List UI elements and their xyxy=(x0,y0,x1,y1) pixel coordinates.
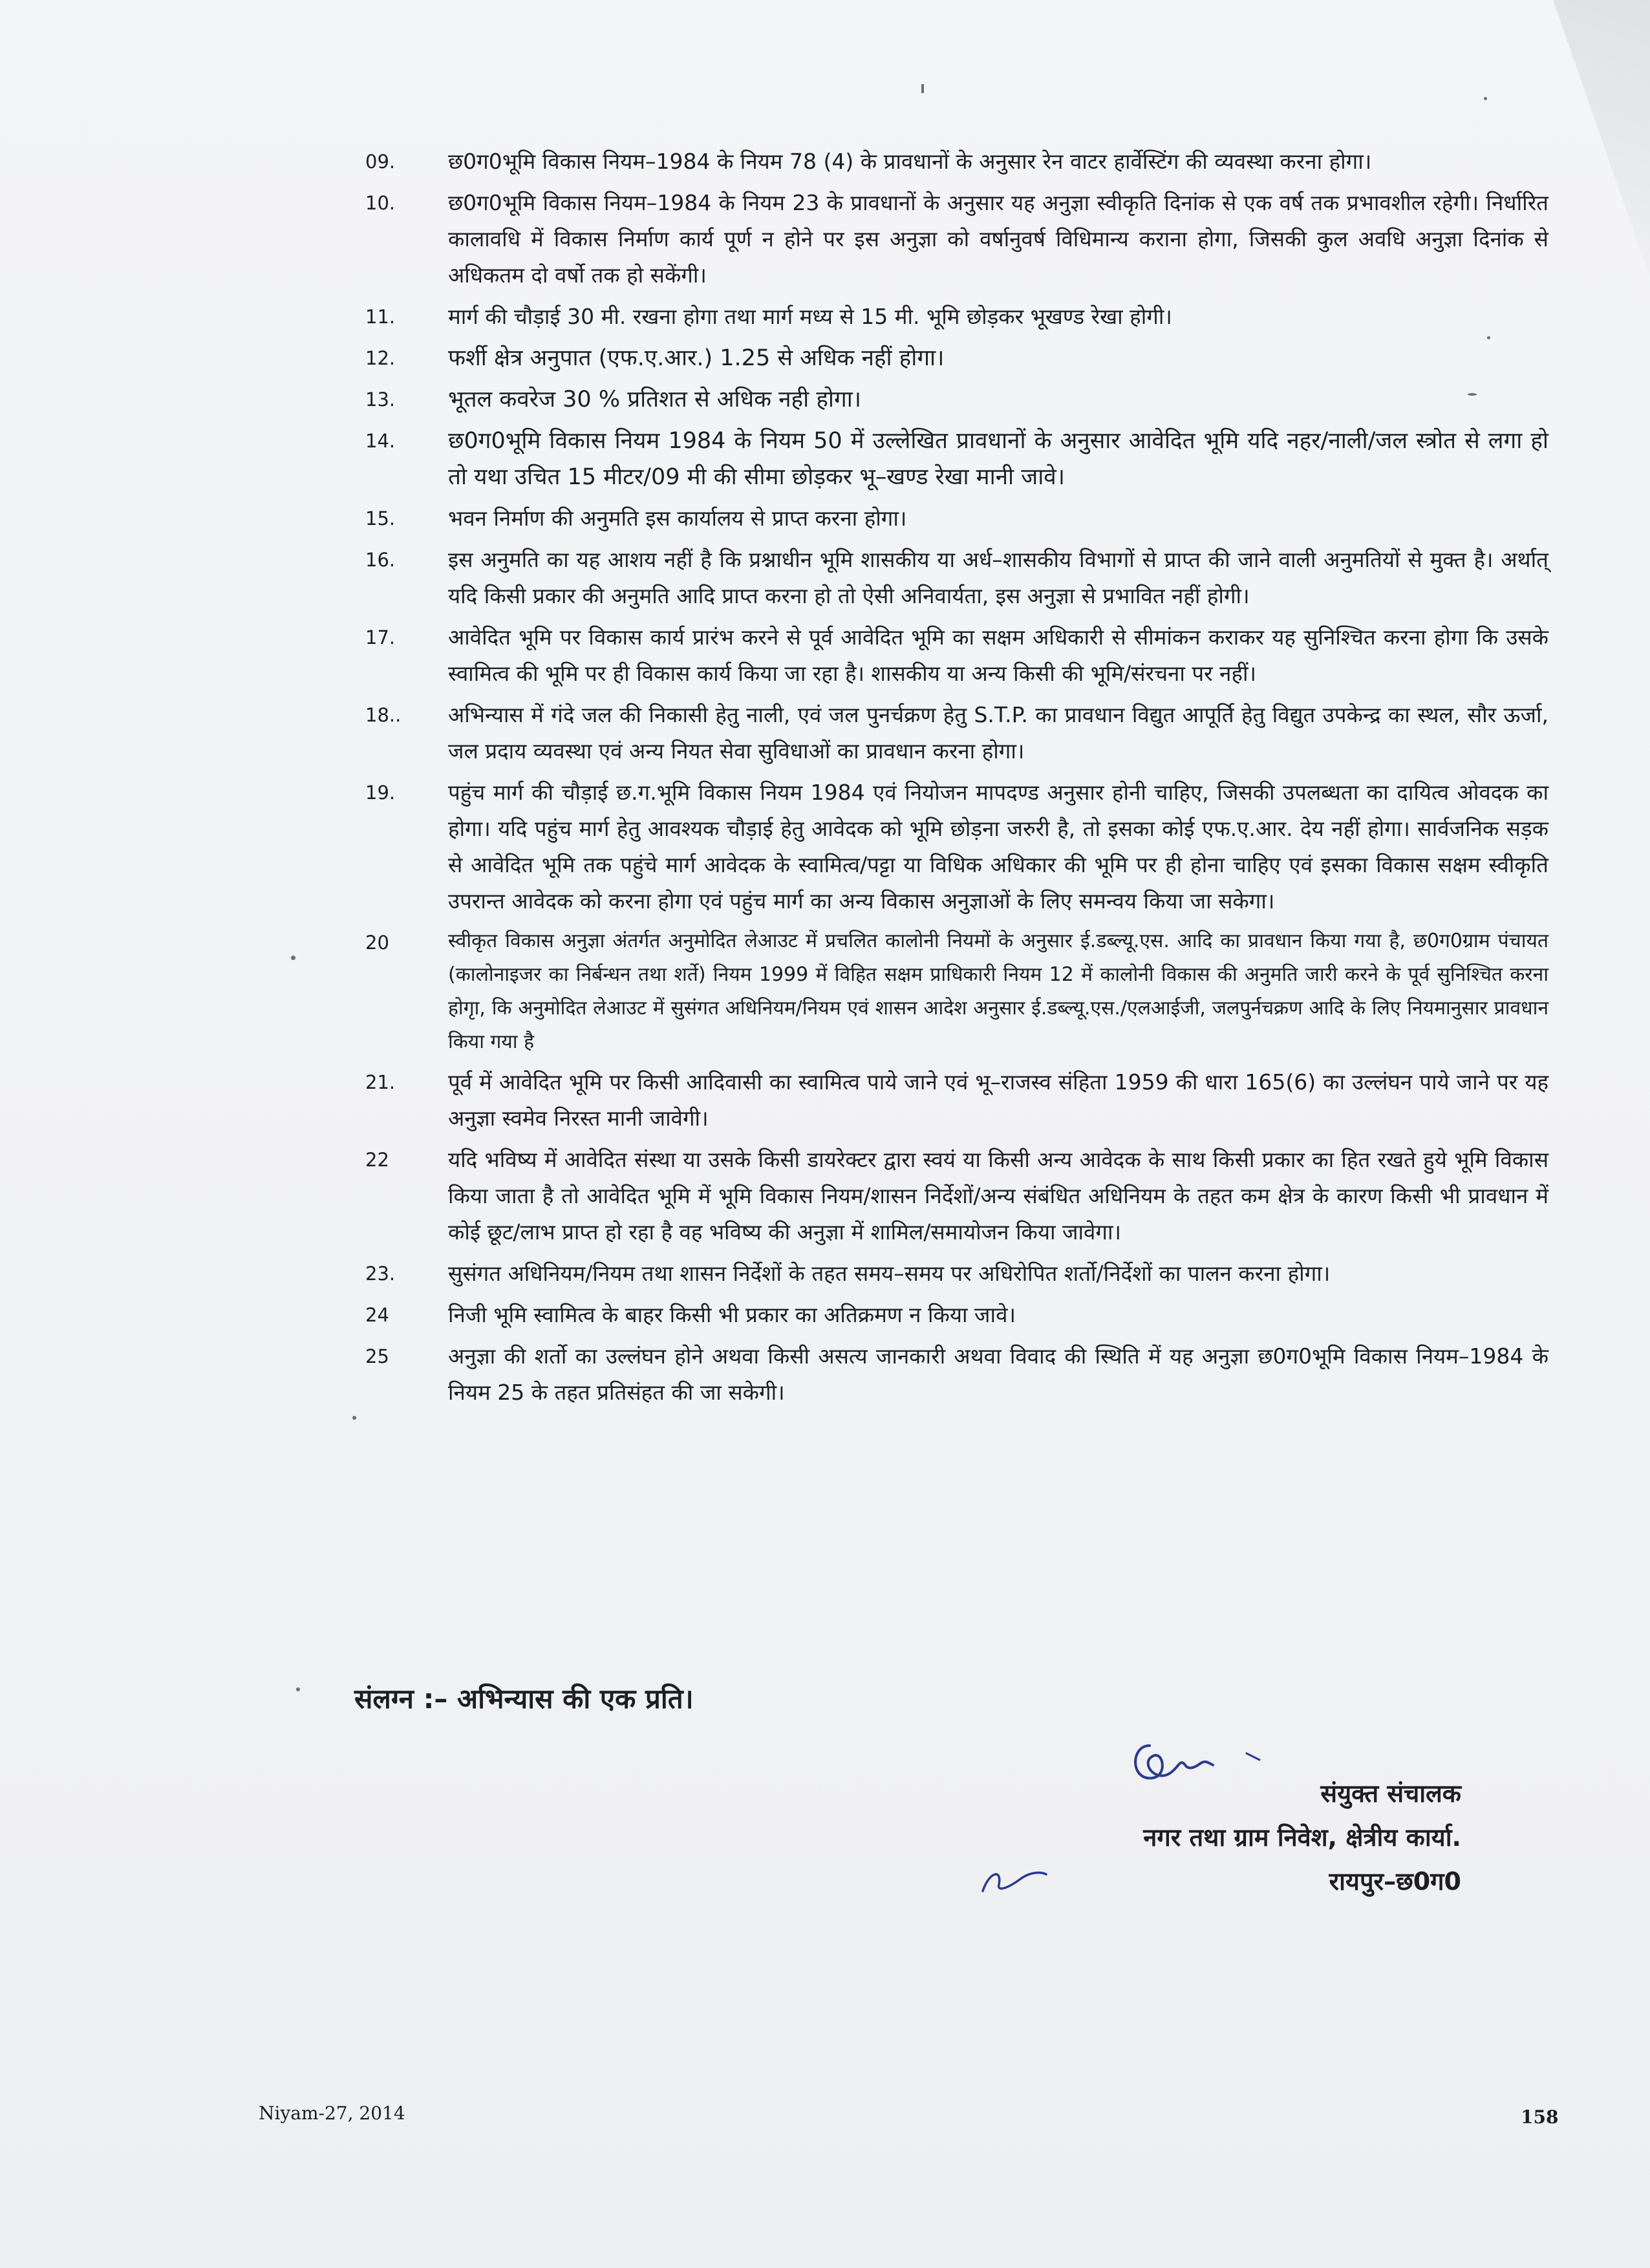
condition-number: 23. xyxy=(365,1263,396,1285)
condition-item xyxy=(365,542,1548,614)
condition-text: स्वीकृत विकास अनुज्ञा अंतर्गत अनुमोदित लेआउट में प्रचलित कालोनी नियमों के अनुसार ई.डब्ल्यू.एस. आदि का प्रावधान किया गया है, छ0ग0ग्राम पंचायत (कालोनाइजर का निर्बन्धन तथा शर्ते) नियम 1999 में विहित सक्षम प्राधिकारी नियम 12 में कालोनी विकास की अनुमति जारी करने के पूर्व सुनिश्चित करना होगृा, कि अनुमोदित लेआउट में सुसंगत अधिनियम/नियम एवं शासन आदेश अनुसार ई.डब्ल्यू.एस./एलआईजी, जलपुर्नचक्रण आदि के लिए नियमानुसार प्रावधान किया गया है xyxy=(448,930,1548,1053)
condition-text: अनुज्ञा की शर्तो का उल्लंघन होने अथवा किसी असत्य जानकारी अथवा विवाद की स्थिति में यह अनुज्ञा छ0ग0भूमि विकास नियम–1984 के नियम 25 के तहत प्रतिसंहत की जा सकेगी। xyxy=(448,1343,1548,1405)
condition-text: अभिन्यास में गंदे जल की निकासी हेतु नाली, एवं जल पुनर्चक्रण हेतु S.T.P. का प्रावधान विद्युत आपूर्ति हेतु विद्युत उपकेन्द्र का स्थल, सौर ऊर्जा, जल प्रदाय व्यवस्था एवं अन्य नियत सेवा सुविधाओं का प्रावधान करना होगा। xyxy=(448,702,1548,764)
scan-speck xyxy=(291,956,295,960)
condition-number: 12. xyxy=(365,347,396,369)
condition-item xyxy=(365,1297,1548,1333)
condition-number: 22 xyxy=(365,1149,389,1171)
scan-speck xyxy=(1484,97,1487,100)
condition-number: 17. xyxy=(365,626,396,648)
condition-number: 20 xyxy=(365,932,389,954)
condition-item xyxy=(365,775,1548,919)
condition-text: निजी भूमि स्वामित्व के बाहर किसी भी प्रकार का अतिक्रमण न किया जावे। xyxy=(448,1302,1016,1327)
condition-number: 15. xyxy=(365,508,396,530)
condition-number: 19. xyxy=(365,782,396,804)
condition-text: छ0ग0भूमि विकास नियम–1984 के नियम 78 (4) के प्रावधानों के अनुसार रेन वाटर हार्वेस्टिंग की व्यवस्था करना होगा। xyxy=(448,149,1372,174)
signatory-designation: संयुक्त संचालक xyxy=(1320,1779,1461,1808)
conditions-list xyxy=(365,144,1548,1416)
condition-text: इस अनुमति का यह आशय नहीं है कि प्रश्नाधीन भूमि शासकीय या अर्ध–शासकीय विभागों से प्राप्त की जाने वाली अनुमतियों से मुक्त है। अर्थात् यदि किसी प्रकार की अनुमति आदि प्राप्त करना हो तो ऐसी अनिवार्यता, इस अनुज्ञा से प्रभावित नहीं होगी। xyxy=(448,547,1548,608)
scan-speck xyxy=(921,84,924,93)
condition-item xyxy=(365,1338,1548,1411)
signatory-office: नगर तथा ग्राम निवेश, क्षेत्रीय कार्या. xyxy=(1143,1823,1461,1852)
condition-item xyxy=(365,423,1548,495)
enclosure-note: संलग्न :– अभिन्यास की एक प्रति। xyxy=(354,1683,694,1715)
condition-number: 21. xyxy=(365,1071,396,1093)
condition-item xyxy=(365,299,1548,335)
condition-item xyxy=(365,185,1548,294)
condition-number: 18.. xyxy=(365,704,402,726)
page-number: 158 xyxy=(1521,2106,1559,2128)
condition-text: छ0ग0भूमि विकास नियम 1984 के नियम 50 में उल्लेखित प्रावधानों के अनुसार आवेदित भूमि यदि नहर/नाली/जल स्त्रोत से लगा हो तो यथा उचित 15 मीटर/09 मी की सीमा छोड़कर भू–खण्ड रेखा मानी जावे। xyxy=(448,428,1548,490)
condition-number: 09. xyxy=(365,151,396,173)
condition-item xyxy=(365,381,1548,418)
condition-number: 16. xyxy=(365,549,396,571)
signatory-place: रायपुर–छ0ग0 xyxy=(1329,1867,1461,1896)
condition-text: यदि भविष्य में आवेदित संस्था या उसके किसी डायरेक्टर द्वारा स्वयं या किसी अन्य आवेदक के साथ किसी प्रकार का हित रखते हुये भूमि विकास किया जाता है तो आवेदित भूमि में भूमि विकास नियम/शासन निर्देशों/अन्य संबंधित अधिनियम के तहत कम क्षेत्र के कारण किसी भी प्रावधान में कोई छूट/लाभ प्राप्त हो रहा है वह भविष्य की अनुज्ञा में शामिल/समायोजन किया जावेगा। xyxy=(448,1147,1548,1245)
condition-item xyxy=(365,500,1548,537)
condition-text: पूर्व में आवेदित भूमि पर किसी आदिवासी का स्वामित्व पाये जाने एवं भू–राजस्व संहिता 1959 की धारा 165(6) का उल्लंघन पाये जाने पर यह अनुज्ञा स्वमेव निरस्त मानी जावेगी। xyxy=(448,1069,1548,1131)
condition-number: 25 xyxy=(365,1345,389,1367)
condition-item xyxy=(365,697,1548,769)
condition-item xyxy=(365,925,1548,1059)
condition-text: भूतल कवरेज 30 % प्रतिशत से अधिक नही होगा। xyxy=(448,387,862,412)
condition-item xyxy=(365,1256,1548,1292)
condition-number: 11. xyxy=(365,306,396,328)
condition-number: 24 xyxy=(365,1304,389,1326)
page-fold-shadow xyxy=(1553,0,1650,278)
condition-text: मार्ग की चौड़ाई 30 मी. रखना होगा तथा मार्ग मध्य से 15 मी. भूमि छोड़कर भूखण्ड रेखा होगी। xyxy=(448,304,1172,329)
condition-text: भवन निर्माण की अनुमति इस कार्यालय से प्राप्त करना होगा। xyxy=(448,506,907,531)
condition-item xyxy=(365,1142,1548,1250)
condition-text: आवेदित भूमि पर विकास कार्य प्रारंभ करने से पूर्व आवेदित भूमि का सक्षम अधिकारी से सीमांकन कराकर यह सुनिश्चित करना होगा कि उसके स्वामित्व की भूमि पर ही विकास कार्य किया जा रहा है। शासकीय या अन्य किसी की भूमि/संरचना पर नहीं। xyxy=(448,625,1548,686)
signatory-block xyxy=(931,1771,1461,1903)
scan-speck xyxy=(352,1416,356,1420)
condition-item xyxy=(365,340,1548,376)
condition-number: 13. xyxy=(365,389,396,411)
condition-text: छ0ग0भूमि विकास नियम–1984 के नियम 23 के प्रावधानों के अनुसार यह अनुज्ञा स्वीकृति दिनांक से एक वर्ष तक प्रभावशील रहेगी। निर्धारित कालावधि में विकास निर्माण कार्य पूर्ण न होने पर इस अनुज्ञा को वर्षानुवर्ष विधिमान्य कराना होगा, जिसकी कुल अवधि अनुज्ञा दिनांक से अधिकतम दो वर्षो तक हो सकेंगी। xyxy=(448,190,1548,288)
condition-text: फर्शी क्षेत्र अनुपात (एफ.ए.आर.) 1.25 से अधिक नहीं होगा। xyxy=(448,345,945,371)
condition-item xyxy=(365,144,1548,180)
condition-number: 14. xyxy=(365,430,396,452)
condition-text: सुसंगत अधिनियम/नियम तथा शासन निर्देशों के तहत समय–समय पर अधिरोपित शर्तो/निर्देशों का पालन करना होगा। xyxy=(448,1261,1331,1286)
footer-reference: Niyam-27, 2014 xyxy=(259,2102,405,2124)
scan-speck xyxy=(296,1687,300,1691)
condition-item xyxy=(365,1064,1548,1137)
condition-item xyxy=(365,619,1548,692)
condition-number: 10. xyxy=(365,192,396,214)
condition-text: पहुंच मार्ग की चौड़ाई छ.ग.भूमि विकास नियम 1984 एवं नियोजन मापदण्ड अनुसार होनी चाहिए, जिसकी उपलब्धता का दायित्व ओवदक का होगा। यदि पहुंच मार्ग हेतु आवश्यक चौड़ाई हेतु आवेदक को भूमि छोड़ना जरुरी है, तो इसका कोई एफ.ए.आर. देय नहीं होगा। सार्वजनिक सड़क से आवेदित भूमि तक पहुंचे मार्ग आवेदक के स्वामित्व/पट्टा या विधिक अधिकार की भूमि पर ही होना चाहिए एवं इसका विकास सक्षम स्वीकृति उपरान्त आवेदक को करना होगा एवं पहुंच मार्ग का अन्य विकास अनुज्ञाओं के लिए समन्वय किया जा सकेगा। xyxy=(448,780,1548,914)
